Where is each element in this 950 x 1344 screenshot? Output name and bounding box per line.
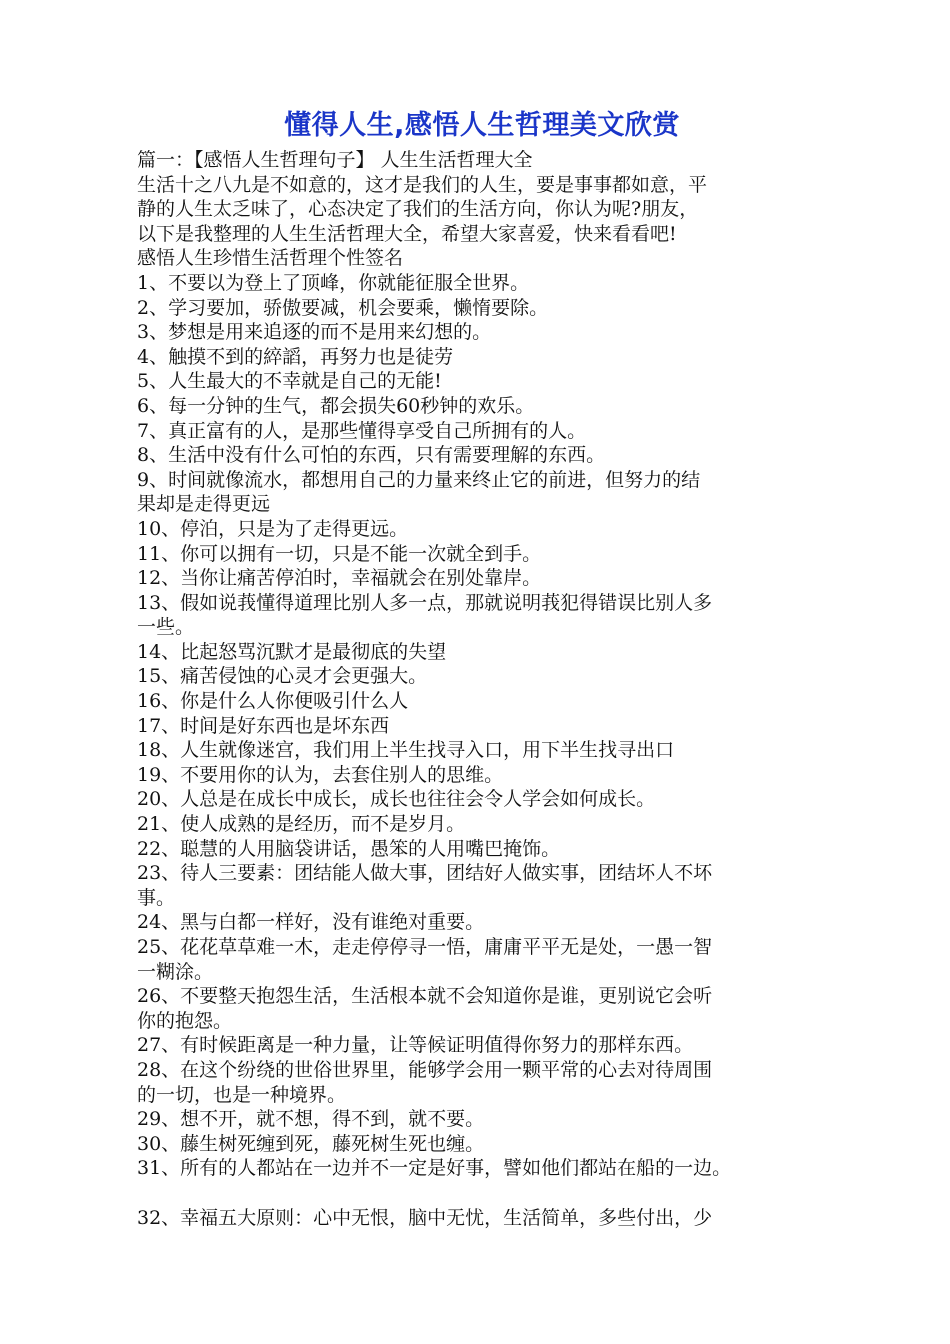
text-line: 的一切，也是一种境界。 (137, 1083, 347, 1106)
document-title: 懂得人生,感悟人生哲理美文欣赏 (284, 110, 680, 141)
text-line: 31、所有的人都站在一边并不一定是好事，譬如他们都站在船的一边。 (137, 1157, 732, 1180)
text-line: 20、人总是在成长中成长，成长也往往会令人学会如何成长。 (137, 788, 656, 811)
text-line: 一些。 (137, 616, 195, 639)
text-line: 17、时间是好东西也是坏东西 (137, 714, 390, 737)
text-line: 12、当你让痛苦停泊时，幸福就会在别处靠岸。 (137, 567, 542, 590)
text-line: 23、待人三要素：团结能人做大事，团结好人做实事，团结坏人不坏 (137, 862, 713, 885)
text-line: 11、你可以拥有一切，只是不能一次就全到手。 (137, 542, 542, 565)
text-line: 32、幸福五大原则：心中无恨，脑中无忧，生活简单，多些付出，少 (137, 1206, 713, 1229)
text-line: 事。 (137, 886, 176, 909)
text-line: 1、不要以为登上了顶峰，你就能征服全世界。 (137, 271, 530, 294)
text-line: 26、不要整天抱怨生活，生活根本就不会知道你是谁，更别说它会听 (137, 985, 713, 1008)
text-line: 30、藤生树死缠到死，藤死树生死也缠。 (137, 1132, 485, 1155)
text-line: 6、每一分钟的生气，都会损失60秒钟的欢乐。 (137, 394, 535, 417)
document-page (137, 108, 827, 1230)
text-line: 16、你是什么人你便吸引什么人 (137, 690, 409, 713)
text-line: 7、真正富有的人，是那些懂得享受自己所拥有的人。 (137, 419, 587, 442)
text-line: 你的抱怨。 (137, 1009, 233, 1032)
text-line: 13、假如说莪懂得道理比别人多一点，那就说明莪犯得错误比别人多 (137, 591, 713, 614)
text-line: 一糊涂。 (137, 960, 214, 983)
text-line: 3、梦想是用来追逐的而不是用来幻想的。 (137, 321, 492, 344)
blank-line (137, 1181, 827, 1206)
text-line: 15、痛苦侵蚀的心灵才会更强大。 (137, 665, 428, 688)
text-line: 29、想不开，就不想，得不到，就不要。 (137, 1108, 485, 1131)
document-body (137, 148, 827, 1230)
text-line: 8、生活中没有什么可怕的东西，只有需要理解的东西。 (137, 444, 606, 467)
text-line: 14、比起怒骂沉默才是最彻底的失望 (137, 640, 447, 663)
text-line: 27、有时候距离是一种力量，让等候证明值得你努力的那样东西。 (137, 1034, 694, 1057)
text-line: 22、聪慧的人用脑袋讲话，愚笨的人用嘴巴掩饰。 (137, 837, 561, 860)
text-line: 静的人生太乏味了，心态决定了我们的生活方向，你认为呢?朋友， (137, 198, 699, 221)
text-line: 25、花花草草难一木，走走停停寻一悟，庸庸平平无是处，一愚一智 (137, 936, 713, 958)
text-line: 10、停泊，只是为了走得更远。 (137, 517, 409, 540)
text-line: 2、学习要加，骄傲要减，机会要乘，懒惰要除。 (137, 296, 549, 319)
text-line: 21、使人成熟的是经历，而不是岁月。 (137, 813, 466, 836)
text-line: 果却是走得更远 (137, 493, 271, 516)
text-line: 9、时间就像流水，都想用自己的力量来终止它的前进，但努力的结 (137, 468, 701, 491)
text-line: 篇一：【感悟人生哲理句子】 人生生活哲理大全 (137, 149, 533, 171)
text-line: 感悟人生珍惜生活哲理个性签名 (137, 247, 404, 270)
text-line: 4、触摸不到的綷謟，再努力也是徒劳 (137, 345, 454, 368)
text-line: 生活十之八九是不如意的，这才是我们的人生，要是事事都如意，平 (137, 173, 708, 196)
text-line: 18、人生就像迷宫，我们用上半生找寻入口，用下半生找寻出口 (137, 739, 675, 762)
text-line: 24、黑与白都一样好，没有谁绝对重要。 (137, 911, 485, 934)
text-line: 19、不要用你的认为，去套住别人的思维。 (137, 763, 504, 786)
text-line: 28、在这个纷绕的世俗世界里，能够学会用一颗平常的心去对待周围 (137, 1058, 713, 1081)
text-line: 以下是我整理的人生生活哲理大全，希望大家喜爱，快来看看吧! (137, 222, 677, 245)
text-line: 5、人生最大的不幸就是自己的无能! (137, 370, 442, 393)
